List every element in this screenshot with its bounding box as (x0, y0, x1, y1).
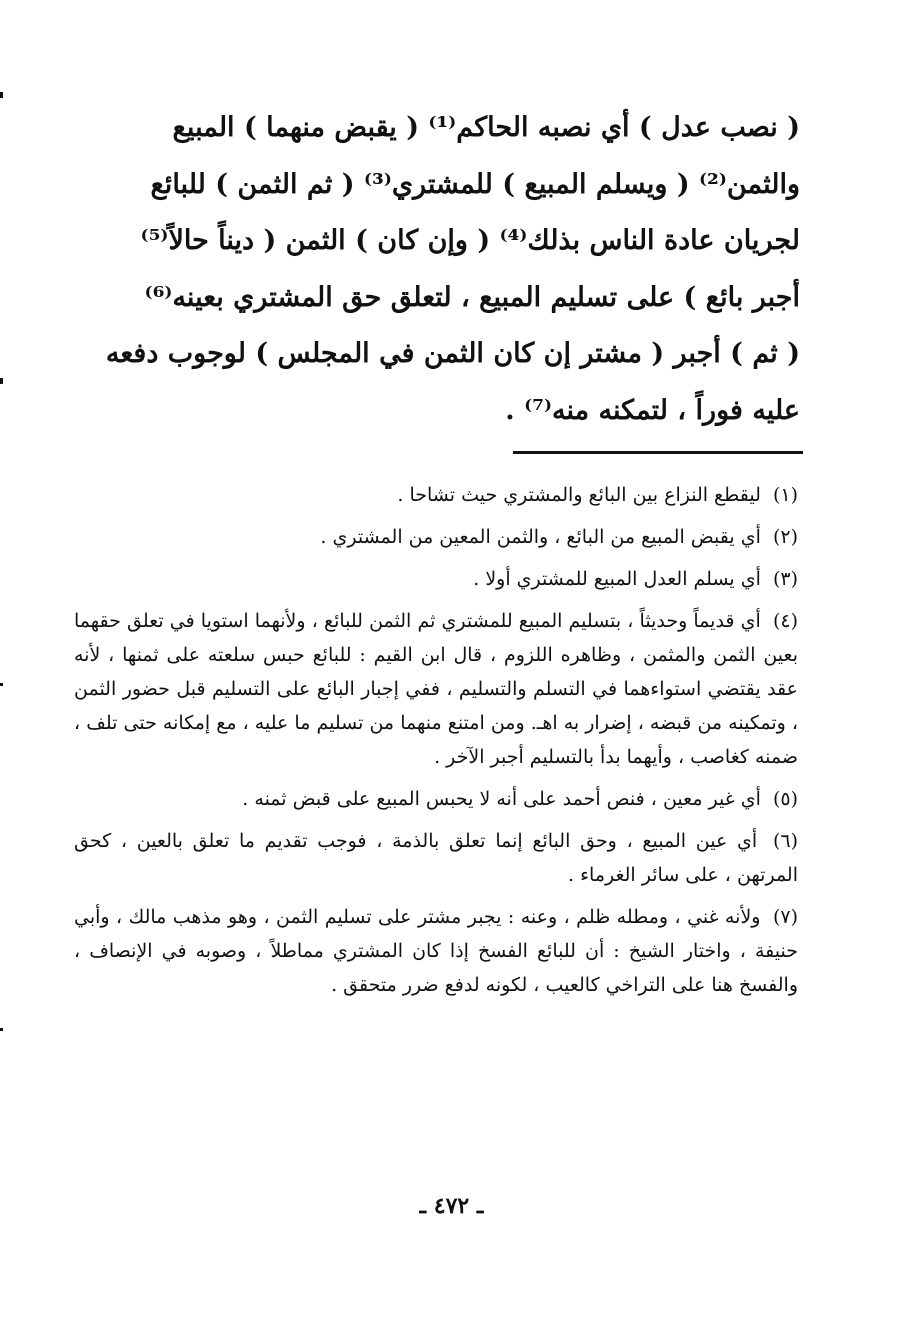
footnote-6 (74, 824, 798, 892)
scan-edge-mark (0, 378, 3, 384)
footnote-number: (٢) (772, 526, 798, 548)
footnote-4 (74, 604, 798, 774)
scan-edge-mark (0, 92, 3, 98)
main-text-line: عليه فوراً ، لتمكنه منه⁽⁷⁾ . (505, 394, 800, 426)
footnote-number: (٣) (772, 568, 798, 590)
main-text-line: ( ثم ) أجبر ( مشتر إن كان الثمن في المجلس ) لوجوب دفعه (105, 338, 800, 369)
footnote-text: أي قديماً وحديثاً ، بتسليم المبيع للمشتري ثم الثمن للبائع ، ولأنهما استويا في تعلق حقهما بعين الثمن والمثمن ، وظاهره اللزوم ، قال ابن القيم : للبائع حبس سلعته على ثمنها ، لأنه عقد يقتضي استواءهما في التسلم والتسليم ، ففي إجبار البائع على التسليم قبل حضور الثمن ، وتمكينه من قبضه ، إضرار به اهـ. ومن امتنع منهما من تسليم ما عليه ، مع إمكانه حتى تلف ، ضمنه كغاصب ، وأيهما بدأ بالتسليم أجبر الآخر . (74, 610, 798, 768)
main-text-line: لجريان عادة الناس بذلك⁽⁴⁾ ( وإن كان ) الثمن ( ديناً حالاً⁽⁵⁾ (140, 225, 800, 256)
footnote-2 (74, 520, 798, 554)
scan-edge-mark (0, 683, 3, 686)
footnote-1 (74, 478, 798, 512)
footnote-text: ولأنه غني ، ومطله ظلم ، وعنه : يجبر مشتر على تسليم الثمن ، وهو مذهب مالك ، وأبي حنيفة ، واختار الشيخ : أن للبائع الفسخ إذا كان المشتري مماطلاً ، وصوبه في الإنصاف ، والفسخ هنا على التراخي كالعيب ، لكونه لدفع ضرر متحقق . (74, 906, 798, 996)
footnote-5 (74, 782, 798, 816)
footnote-number: (٧) (772, 906, 798, 928)
main-text-block (70, 100, 800, 439)
footnote-7 (74, 900, 798, 1002)
footnote-text: أي يقبض المبيع من البائع ، والثمن المعين من المشتري . (320, 526, 761, 548)
main-text-line: والثمن⁽²⁾ ( ويسلم المبيع ) للمشتري⁽³⁾ ( ثم الثمن ) للبائع (150, 168, 800, 200)
footnote-text: أي يسلم العدل المبيع للمشتري أولا . (473, 568, 761, 590)
footnote-text: أي غير معين ، فنص أحمد على أنه لا يحبس المبيع على قبض ثمنه . (242, 788, 761, 810)
footnote-3 (74, 562, 798, 596)
main-text-line: أجبر بائع ) على تسليم المبيع ، لتعلق حق المشتري بعينه⁽⁶⁾ (144, 281, 800, 313)
footnote-number: (٦) (772, 830, 798, 852)
page-number: ـ ٤٧٢ ـ (419, 1193, 484, 1219)
footnote-number: (٤) (772, 610, 798, 632)
footnotes-section (74, 478, 798, 1010)
footnote-number: (٥) (772, 788, 798, 810)
footnote-divider (513, 451, 803, 454)
footnote-text: ليقطع النزاع بين البائع والمشتري حيث تشاحا . (397, 484, 761, 506)
footnote-text: أي عين المبيع ، وحق البائع إنما تعلق بالذمة ، فوجب تقديم ما تعلق بالعين ، كحق المرتهن ، على سائر الغرماء . (74, 830, 798, 886)
footnote-number: (١) (772, 484, 798, 506)
scan-edge-mark (0, 1028, 3, 1031)
main-text-line: ( نصب عدل ) أي نصبه الحاكم⁽¹⁾ ( يقبض منهما ) المبيع (172, 112, 800, 143)
